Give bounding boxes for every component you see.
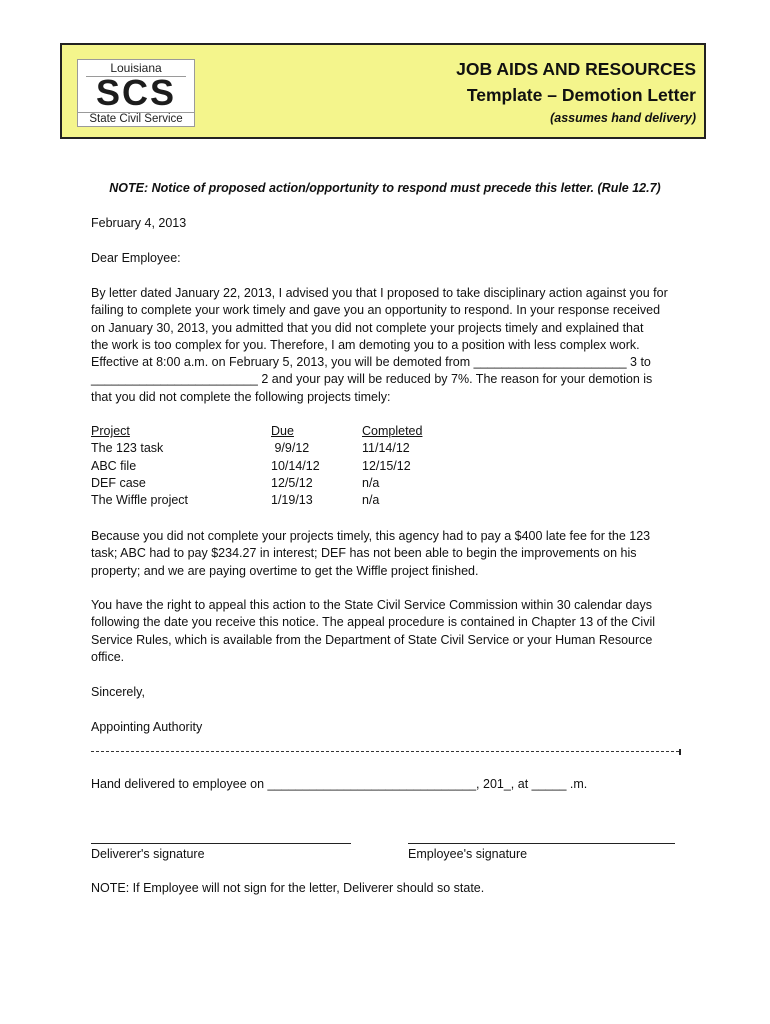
project-due: 10/14/12 bbox=[271, 458, 320, 473]
paragraph-demotion bbox=[91, 285, 691, 406]
paragraph-line: task; ABC had to pay $234.27 in interest; DEF has not been able to begin the improvements on his bbox=[91, 546, 637, 561]
header-title: JOB AIDS AND RESOURCES bbox=[456, 59, 696, 79]
project-name: The 123 task bbox=[91, 441, 164, 456]
deliverer-signature-line bbox=[91, 843, 351, 844]
paragraph-line: ________________________ 2 and your pay will be reduced by 7%. The reason for your demotion is bbox=[91, 372, 653, 387]
paragraph-line: By letter dated January 22, 2013, I advised you that I proposed to take disciplinary action against you for bbox=[91, 286, 668, 300]
project-name: ABC file bbox=[91, 458, 137, 473]
hand-delivery-line: Hand delivered to employee on ______________________________, 201_, at _____ .m. bbox=[91, 777, 588, 791]
paragraph-line: failing to complete your work timely and gave you an opportunity to respond. In your response received bbox=[91, 303, 661, 318]
column-header-completed: Completed bbox=[362, 424, 423, 438]
logo-acronym: SCS bbox=[95, 72, 177, 113]
employee-signature-line bbox=[408, 843, 675, 844]
closing: Sincerely, bbox=[91, 685, 145, 699]
column-header-due: Due bbox=[271, 424, 294, 438]
table-header-row bbox=[91, 423, 482, 440]
table-row bbox=[91, 458, 482, 475]
table-row bbox=[91, 440, 482, 457]
project-completed: n/a bbox=[362, 475, 380, 490]
logo-agency-text: State Civil Service bbox=[89, 113, 183, 125]
paragraph-line: property; and we are paying overtime to get the Wiffle project finished. bbox=[91, 563, 479, 578]
paragraph-line: You have the right to appeal this action to the State Civil Service Commission within 30 calendar days bbox=[91, 598, 652, 612]
paragraph-line: Service Rules, which is available from the Department of State Civil Service or your Human Resource bbox=[91, 632, 653, 647]
project-due: 12/5/12 bbox=[271, 475, 313, 490]
header-banner bbox=[60, 43, 706, 139]
project-name: The Wiffle project bbox=[91, 493, 189, 508]
final-note: NOTE: If Employee will not sign for the letter, Deliverer should so state. bbox=[91, 881, 485, 895]
paragraph-line: Effective at 8:00 a.m. on February 5, 2013, you will be demoted from ______________________ 3 to bbox=[91, 355, 651, 370]
paragraph-line: office. bbox=[91, 649, 125, 664]
paragraph-line: that you did not complete the following projects timely: bbox=[91, 389, 391, 404]
precondition-note: NOTE: Notice of proposed action/opportunity to respond must precede this letter. (Rule 12.7) bbox=[109, 181, 661, 195]
table-row bbox=[91, 475, 482, 492]
letter-date: February 4, 2013 bbox=[91, 216, 187, 230]
cut-line bbox=[91, 751, 679, 752]
scs-logo bbox=[77, 59, 195, 127]
signer: Appointing Authority bbox=[91, 720, 203, 734]
paragraph-line: on January 30, 2013, you admitted that you did not complete your projects timely and explained that bbox=[91, 320, 644, 335]
employee-signature-label: Employee's signature bbox=[408, 847, 528, 861]
column-header-project: Project bbox=[91, 424, 130, 438]
logo-state-text: Louisiana bbox=[110, 61, 162, 75]
table-row bbox=[91, 492, 482, 509]
project-name: DEF case bbox=[91, 475, 146, 490]
project-completed: 11/14/12 bbox=[362, 441, 410, 456]
paragraph-appeal bbox=[91, 597, 691, 666]
project-due: 9/9/12 bbox=[271, 441, 310, 456]
project-completed: n/a bbox=[362, 493, 380, 508]
paragraph-consequences bbox=[91, 528, 691, 580]
paragraph-line: the work is too complex for you. Therefore, I am demoting you to a position with less complex work. bbox=[91, 337, 640, 352]
project-completed: 12/15/12 bbox=[362, 458, 411, 473]
project-due: 1/19/13 bbox=[271, 493, 313, 508]
deliverer-signature-label: Deliverer's signature bbox=[91, 847, 205, 861]
paragraph-line: Because you did not complete your projects timely, this agency had to pay a $400 late fee for the 123 bbox=[91, 529, 651, 543]
header-subtitle: Template – Demotion Letter bbox=[466, 85, 696, 105]
projects-table bbox=[91, 423, 482, 509]
header-note: (assumes hand delivery) bbox=[550, 111, 696, 125]
salutation: Dear Employee: bbox=[91, 251, 181, 265]
paragraph-line: following the date you receive this notice. The appeal procedure is contained in Chapter 13 of the Civil bbox=[91, 615, 656, 630]
cut-line-end bbox=[679, 749, 681, 755]
